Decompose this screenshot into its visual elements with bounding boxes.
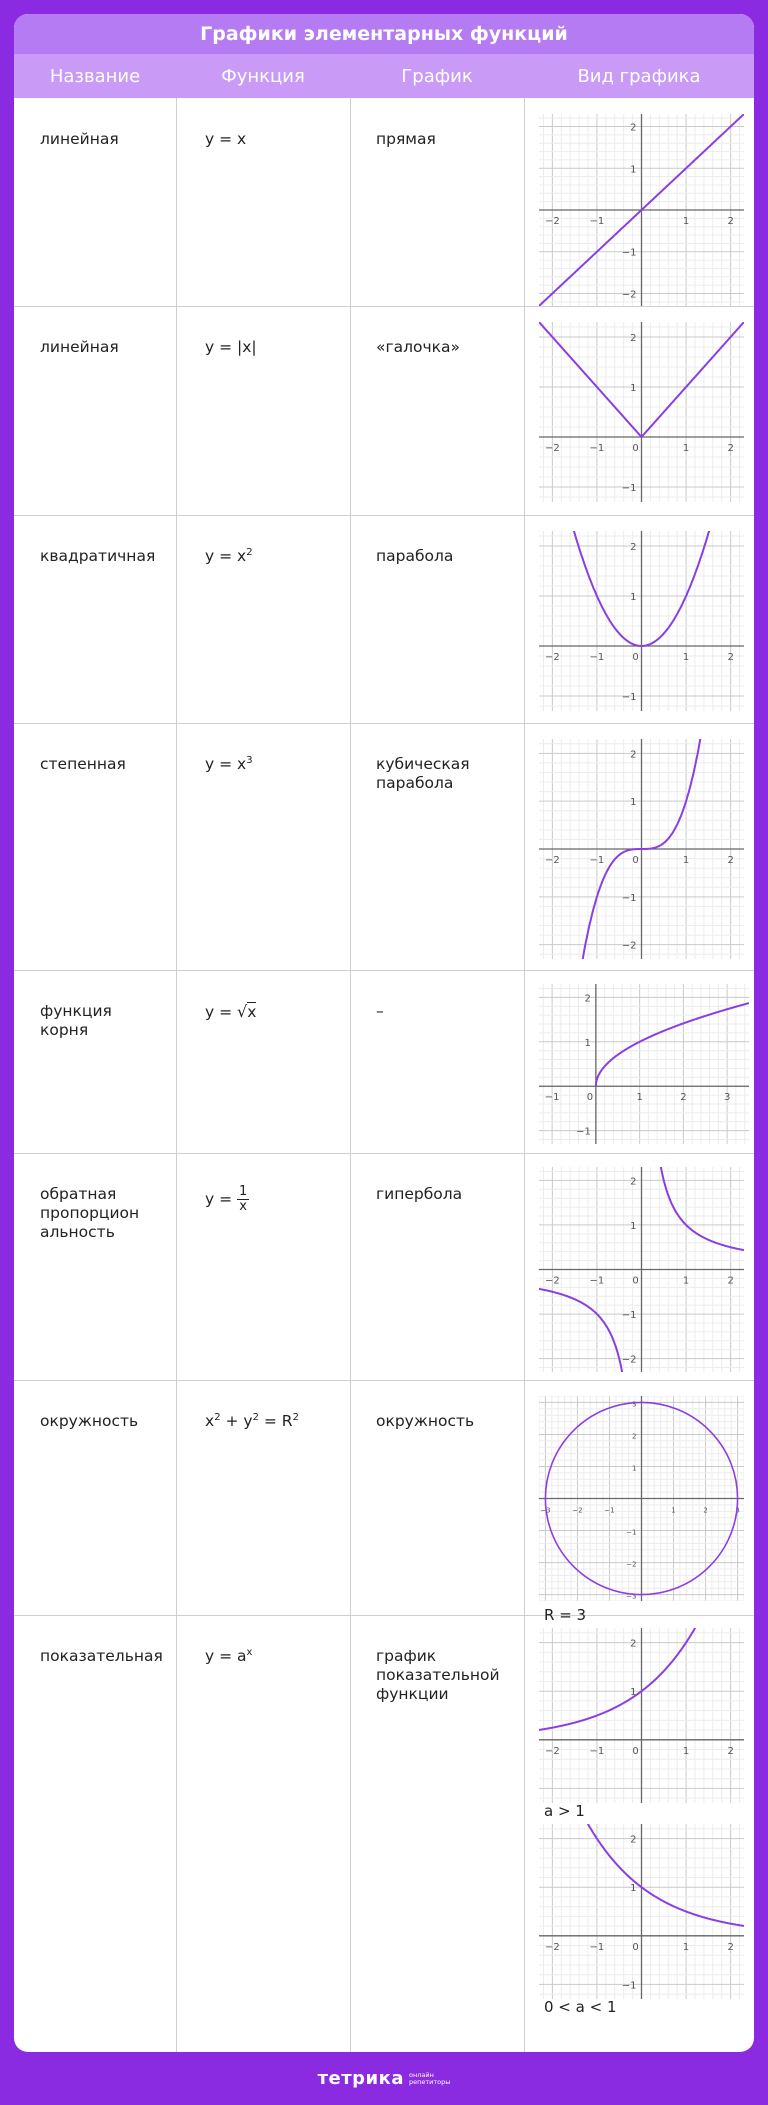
y-tick-label: 2: [630, 1638, 637, 1650]
y-tick-label: 1: [630, 797, 637, 809]
x-tick-label: 2: [680, 1092, 687, 1104]
function-graph: [539, 322, 744, 502]
x-tick-label: 2: [727, 1275, 734, 1287]
y-tick-label: 1: [630, 1883, 637, 1895]
function-formula: $y = a^x$: [205, 1646, 253, 1665]
y-tick-label: −1: [621, 247, 637, 259]
x-tick-label: −2: [544, 216, 560, 227]
y-tick-label: 2: [630, 122, 637, 134]
y-tick-label: 1: [630, 1687, 637, 1699]
x-tick-label: 2: [727, 443, 734, 454]
footer-logo: [0, 2052, 768, 2105]
x-tick-label: −2: [544, 1745, 560, 1757]
y-tick-label: −2: [621, 1354, 637, 1366]
graph-name: кубическая парабола: [376, 755, 470, 792]
y-tick-label: 1: [630, 383, 637, 394]
x-tick-label: 0: [632, 1745, 639, 1757]
x-tick-label: 0: [632, 652, 639, 663]
function-name: линейная: [40, 338, 119, 356]
function-formula: $y = x^3$: [205, 754, 253, 773]
function-graph: [539, 984, 749, 1144]
x-tick-label: −1: [589, 1745, 605, 1757]
graph-caption: R = 3: [544, 1606, 587, 1624]
brand-name: тетрика: [317, 2068, 405, 2089]
header-graph-view: Вид графика: [577, 65, 701, 87]
x-tick-label: 0: [632, 443, 639, 454]
y-tick-label: 2: [630, 1834, 637, 1846]
graph-caption: 0 < a < 1: [544, 1998, 617, 2016]
y-tick-label: 2: [630, 1176, 637, 1188]
graph-caption: a > 1: [544, 1802, 585, 1820]
x-tick-label: −1: [589, 1941, 605, 1953]
x-tick-label: 1: [682, 1275, 690, 1287]
function-name: квадратичная: [40, 547, 156, 565]
y-tick-label: −3: [626, 1592, 637, 1601]
x-tick-label: 0: [632, 1275, 639, 1287]
x-tick-label: 3: [723, 1092, 731, 1104]
function-formula: y = x: [205, 130, 247, 148]
header-name: Название: [49, 65, 141, 87]
x-tick-label: −2: [544, 1275, 560, 1287]
function-graph: [539, 1824, 744, 1999]
function-name: линейная: [40, 130, 119, 148]
x-tick-label: −1: [589, 652, 605, 663]
x-tick-label: 2: [727, 216, 734, 227]
x-tick-label: −2: [572, 1506, 583, 1515]
header-function: Функция: [221, 65, 305, 87]
y-tick-label: −1: [626, 1528, 637, 1537]
x-tick-label: 2: [727, 1941, 734, 1953]
y-tick-label: 1: [632, 1464, 637, 1473]
y-tick-label: 1: [630, 592, 637, 603]
x-tick-label: 1: [682, 652, 690, 663]
x-tick-label: −3: [540, 1506, 551, 1515]
function-graph: [539, 1396, 744, 1601]
y-tick-label: 1: [584, 1037, 591, 1049]
y-tick-label: 2: [632, 1432, 637, 1441]
x-tick-label: 1: [682, 216, 690, 227]
x-tick-label: 1: [682, 1745, 690, 1757]
function-formula: y = $\frac{1}{x}$: [205, 1184, 248, 1214]
graph-name: прямая: [376, 130, 436, 148]
graph-name: «галочка»: [376, 338, 461, 356]
x-tick-label: −1: [589, 216, 605, 227]
y-tick-label: −1: [621, 1310, 637, 1322]
header-row: [14, 54, 754, 98]
brand-tagline: онлайн репетиторы: [409, 2070, 451, 2086]
function-graph: [539, 1167, 744, 1372]
y-tick-label: 2: [630, 749, 637, 761]
x-tick-label: −1: [604, 1506, 615, 1515]
header-graph: График: [401, 65, 473, 87]
page-title: Графики элементарных функций: [14, 14, 754, 54]
y-tick-label: −1: [621, 692, 637, 703]
x-tick-label: 1: [682, 443, 690, 454]
y-tick-label: −2: [621, 940, 637, 952]
y-tick-label: −1: [621, 892, 637, 904]
y-tick-label: −2: [626, 1560, 637, 1569]
function-name: показательная: [40, 1647, 163, 1665]
y-tick-label: 2: [630, 333, 637, 344]
function-graph: [539, 1628, 744, 1803]
x-tick-label: −1: [589, 443, 605, 454]
function-name: степенная: [40, 755, 126, 773]
x-tick-label: 1: [636, 1092, 643, 1104]
graph-name: парабола: [376, 547, 454, 565]
x-tick-label: 2: [703, 1506, 708, 1515]
function-name: обратная пропорцион альность: [40, 1185, 140, 1241]
x-tick-label: 2: [727, 1745, 734, 1757]
y-tick-label: 1: [630, 1220, 637, 1232]
x-tick-label: 0: [586, 1092, 594, 1104]
y-tick-label: −1: [621, 483, 637, 494]
y-tick-label: −1: [621, 1980, 637, 1992]
x-tick-label: 1: [682, 1941, 690, 1953]
function-graph: [539, 739, 744, 959]
y-tick-label: 1: [630, 164, 637, 176]
function-formula: y = √x: [205, 1002, 257, 1021]
function-formula: $x^2 + y^2 = R^2$: [205, 1411, 299, 1430]
function-formula: y = |x|: [205, 338, 257, 356]
x-tick-label: −1: [544, 1092, 560, 1104]
graph-name: график показательной функции: [376, 1647, 500, 1703]
y-tick-label: 2: [630, 542, 637, 553]
graph-name: –: [376, 1002, 384, 1020]
x-tick-label: 2: [727, 855, 734, 866]
y-tick-label: 3: [632, 1400, 637, 1409]
x-tick-label: 2: [727, 652, 734, 663]
x-tick-label: 0: [632, 855, 639, 866]
function-graph: [539, 114, 744, 306]
x-tick-label: −1: [589, 1275, 605, 1287]
function-name: функция корня: [40, 1002, 112, 1039]
x-tick-label: −2: [544, 855, 560, 866]
x-tick-label: −2: [544, 443, 560, 454]
x-tick-label: 0: [632, 1941, 639, 1953]
function-graph: [539, 531, 744, 711]
x-tick-label: −1: [589, 855, 605, 866]
x-tick-label: −2: [544, 652, 560, 663]
y-tick-label: −1: [576, 1126, 591, 1138]
function-formula: $y = x^2$: [205, 546, 253, 565]
graph-name: гипербола: [376, 1185, 463, 1203]
function-name: окружность: [40, 1412, 139, 1430]
x-tick-label: −2: [544, 1941, 560, 1953]
x-tick-label: 1: [682, 855, 690, 866]
x-tick-label: 3: [735, 1506, 740, 1515]
y-tick-label: −2: [621, 289, 637, 301]
table-card: [14, 14, 754, 2052]
graph-name: окружность: [376, 1412, 475, 1430]
y-tick-label: 2: [584, 993, 591, 1005]
x-tick-label: 1: [671, 1506, 676, 1515]
